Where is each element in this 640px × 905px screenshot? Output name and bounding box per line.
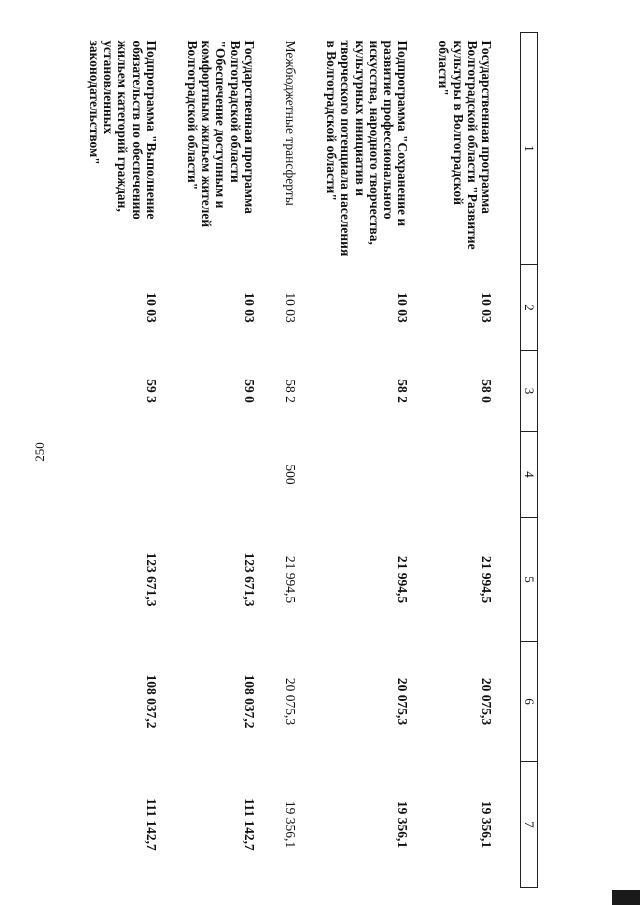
section-code: 10 03 bbox=[241, 292, 257, 323]
program-code: 59 3 bbox=[143, 379, 159, 403]
table-row bbox=[283, 33, 324, 888]
budget-table bbox=[87, 32, 538, 888]
program-code: 58 0 bbox=[479, 379, 494, 403]
expense-type bbox=[87, 432, 185, 518]
table-body bbox=[87, 33, 521, 888]
amount-col7: 111 142,7 bbox=[143, 798, 159, 851]
expense-type: 500 bbox=[282, 464, 298, 485]
table-header bbox=[521, 33, 538, 888]
scan-corner-mark bbox=[612, 890, 640, 905]
program-code: 58 2 bbox=[395, 379, 411, 403]
program-code: 58 2 bbox=[282, 379, 298, 403]
page-number: 250 bbox=[32, 442, 47, 462]
header-cell: 7 bbox=[521, 762, 538, 888]
section-code: 10 03 bbox=[143, 292, 159, 323]
amount-col7: 111 142,7 bbox=[241, 798, 257, 851]
amount-col5: 21 994,5 bbox=[395, 555, 411, 604]
header-cell: 6 bbox=[521, 642, 538, 762]
header-row bbox=[521, 33, 538, 888]
amount-col6: 108 037,2 bbox=[143, 674, 159, 729]
amount-col6: 20 075,3 bbox=[395, 677, 411, 726]
amount-col7: 19 356,1 bbox=[395, 800, 411, 849]
row-description: Государственная программа Волгоградской области "Обеспечение доступным и комфортным жильем жителей Волгоградской области" bbox=[184, 40, 257, 228]
row-description: Государственная программа Волгоградской области "Развитие культуры в Волгоградской области" bbox=[436, 40, 494, 250]
section-code: 10 03 bbox=[395, 292, 411, 323]
header-cell: 2 bbox=[521, 265, 538, 351]
header-cell: 1 bbox=[521, 33, 538, 265]
header-cell: 3 bbox=[521, 351, 538, 432]
amount-col6: 20 075,3 bbox=[479, 677, 494, 726]
amount-col7: 19 356,1 bbox=[282, 800, 298, 849]
amount-col5: 21 994,5 bbox=[479, 555, 494, 604]
expense-type bbox=[436, 432, 520, 518]
row-description: Подпрограмма "Выполнение обязательств по обеспечению жильем категорий граждан, установленных законодательством" bbox=[86, 40, 159, 220]
amount-col6: 108 037,2 bbox=[241, 674, 257, 729]
table-row bbox=[87, 33, 185, 888]
table-row bbox=[324, 33, 436, 888]
section-code: 10 03 bbox=[479, 292, 494, 323]
amount-col5: 123 671,3 bbox=[241, 552, 257, 607]
header-cell: 4 bbox=[521, 432, 538, 518]
header-cell: 5 bbox=[521, 518, 538, 642]
table-row bbox=[185, 33, 283, 888]
table-row bbox=[436, 33, 520, 888]
amount-col5: 123 671,3 bbox=[143, 552, 159, 607]
expense-type bbox=[185, 432, 283, 518]
amount-col7: 19 356,1 bbox=[479, 800, 494, 849]
amount-col6: 20 075,3 bbox=[282, 677, 298, 726]
program-code: 59 0 bbox=[241, 379, 257, 403]
expense-type bbox=[324, 432, 436, 518]
amount-col5: 21 994,5 bbox=[282, 555, 298, 604]
section-code: 10 03 bbox=[282, 292, 298, 323]
row-description: Межбюджетные трансферты bbox=[282, 40, 298, 206]
row-description: Подпрограмма "Сохранение и развитие профессионального искусства, народного творчества, культурных инициатив и творческого потенциала населения в Волгоградской области" bbox=[324, 40, 411, 257]
